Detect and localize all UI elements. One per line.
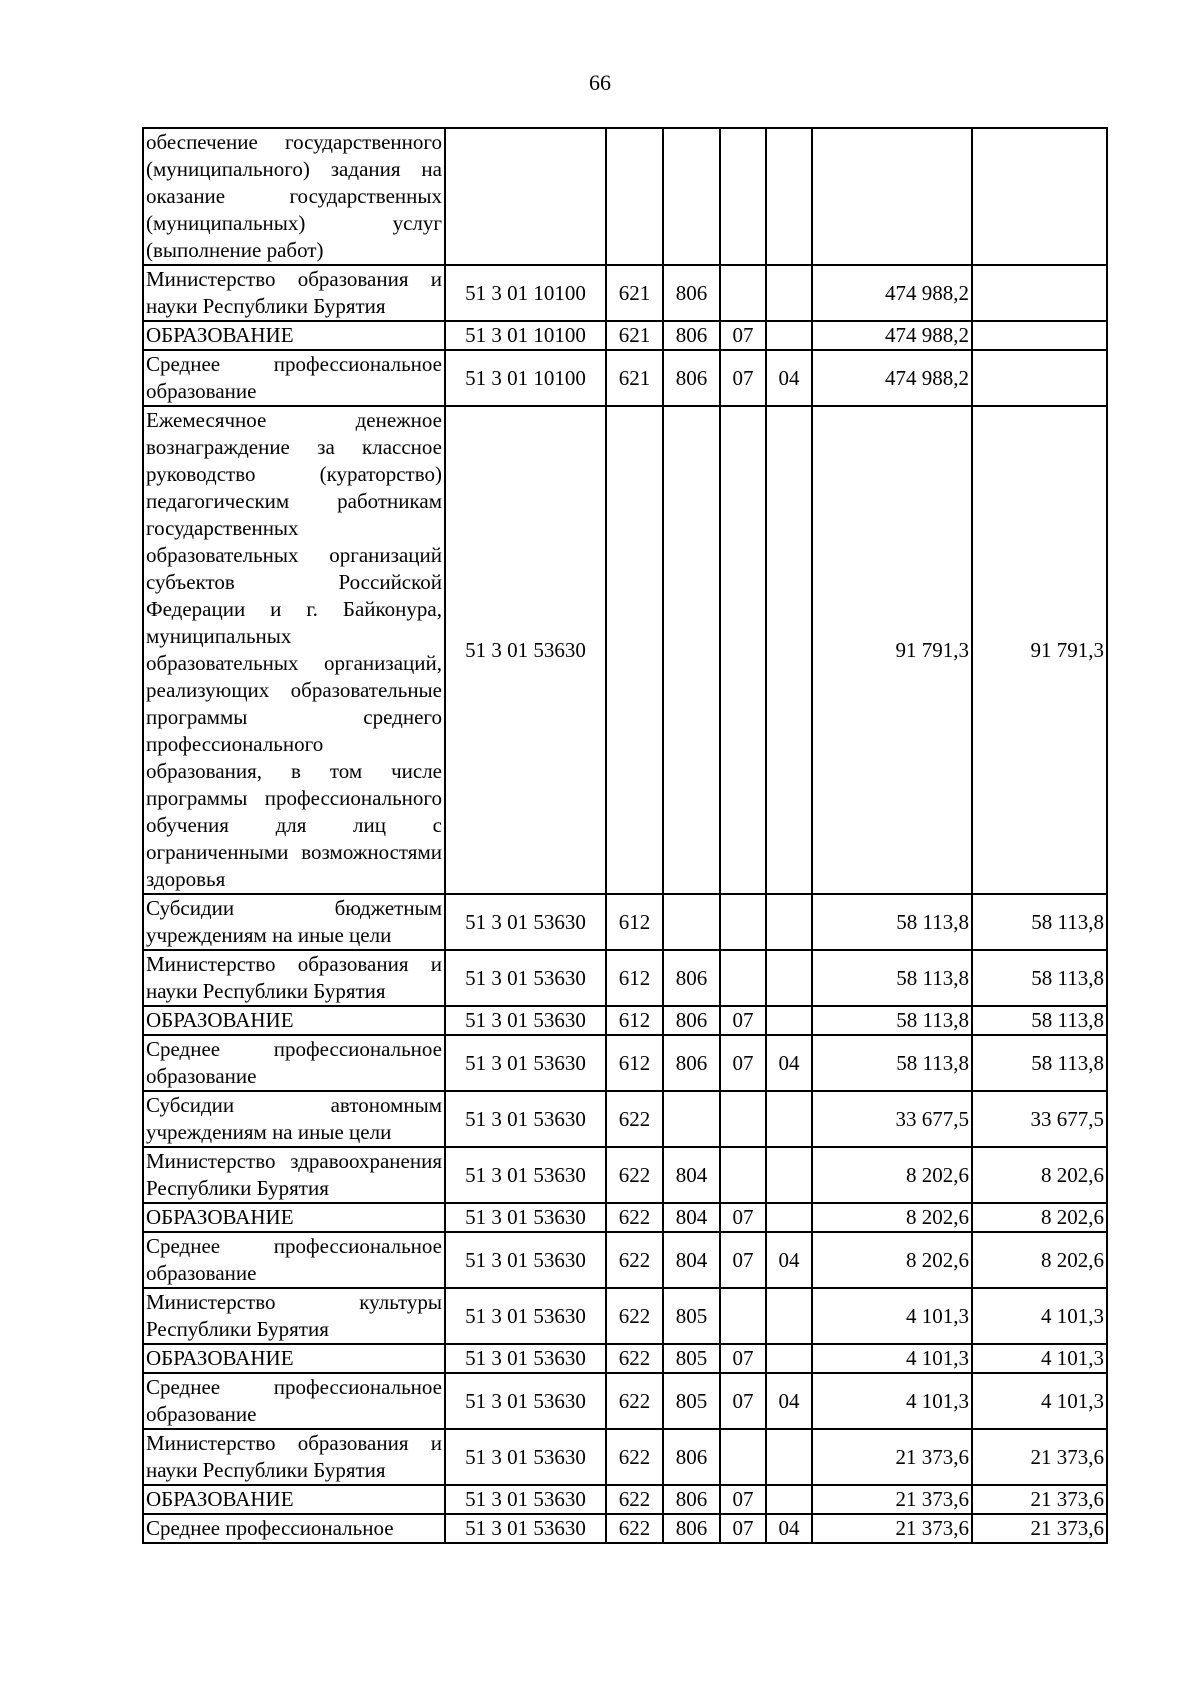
table-row	[143, 1203, 1107, 1232]
row-amount-total: 21 373,6	[812, 1429, 972, 1485]
row-subsection	[766, 128, 812, 265]
row-amount-total: 8 202,6	[812, 1147, 972, 1203]
row-expense-type: 612	[606, 950, 663, 1006]
row-amount-total: 4 101,3	[812, 1344, 972, 1373]
row-administrator: 805	[663, 1288, 720, 1344]
row-section	[720, 1288, 766, 1344]
row-name: ОБРАЗОВАНИЕ	[143, 321, 445, 350]
row-name: Среднее профессиональное образование	[143, 1232, 445, 1288]
row-target-code: 51 3 01 53630	[445, 1514, 606, 1543]
row-amount-federal: 21 373,6	[972, 1514, 1107, 1543]
row-subsection	[766, 950, 812, 1006]
table-row	[143, 350, 1107, 406]
row-subsection	[766, 1147, 812, 1203]
row-administrator: 806	[663, 1035, 720, 1091]
row-expense-type: 622	[606, 1091, 663, 1147]
row-section	[720, 1147, 766, 1203]
row-section	[720, 950, 766, 1006]
row-amount-federal: 8 202,6	[972, 1203, 1107, 1232]
row-subsection: 04	[766, 350, 812, 406]
row-amount-total: 33 677,5	[812, 1091, 972, 1147]
row-section	[720, 1429, 766, 1485]
row-amount-total: 21 373,6	[812, 1514, 972, 1543]
row-amount-federal: 33 677,5	[972, 1091, 1107, 1147]
row-expense-type: 612	[606, 894, 663, 950]
row-section	[720, 894, 766, 950]
table-row	[143, 950, 1107, 1006]
row-expense-type	[606, 128, 663, 265]
page-number: 66	[589, 70, 611, 95]
table-row	[143, 1147, 1107, 1203]
row-expense-type: 622	[606, 1373, 663, 1429]
row-name: ОБРАЗОВАНИЕ	[143, 1006, 445, 1035]
table-row	[143, 1035, 1107, 1091]
table-row	[143, 128, 1107, 265]
row-amount-federal: 21 373,6	[972, 1429, 1107, 1485]
row-amount-federal	[972, 321, 1107, 350]
row-section: 07	[720, 1006, 766, 1035]
row-name: ОБРАЗОВАНИЕ	[143, 1203, 445, 1232]
row-subsection	[766, 1344, 812, 1373]
row-amount-federal: 58 113,8	[972, 1035, 1107, 1091]
row-name: Министерство культуры Республики Бурятия	[143, 1288, 445, 1344]
row-amount-federal: 8 202,6	[972, 1147, 1107, 1203]
table-row	[143, 321, 1107, 350]
row-amount-total	[812, 128, 972, 265]
row-amount-federal: 8 202,6	[972, 1232, 1107, 1288]
row-administrator: 805	[663, 1373, 720, 1429]
row-name: Министерство здравоохранения Республики Бурятия	[143, 1147, 445, 1203]
row-target-code: 51 3 01 53630	[445, 894, 606, 950]
row-amount-federal	[972, 128, 1107, 265]
row-section: 07	[720, 1514, 766, 1543]
row-expense-type: 622	[606, 1203, 663, 1232]
table-row	[143, 1429, 1107, 1485]
row-section: 07	[720, 1344, 766, 1373]
row-amount-federal	[972, 350, 1107, 406]
row-amount-federal: 4 101,3	[972, 1373, 1107, 1429]
row-section: 07	[720, 1485, 766, 1514]
row-name: Среднее профессиональное образование	[143, 350, 445, 406]
table-row	[143, 1232, 1107, 1288]
table-row	[143, 265, 1107, 321]
row-amount-federal: 21 373,6	[972, 1485, 1107, 1514]
row-subsection	[766, 1091, 812, 1147]
row-administrator: 806	[663, 950, 720, 1006]
row-administrator: 806	[663, 350, 720, 406]
table-row	[143, 1514, 1107, 1543]
budget-table-body	[143, 128, 1107, 1543]
table-row	[143, 1485, 1107, 1514]
row-subsection	[766, 321, 812, 350]
table-row	[143, 1288, 1107, 1344]
row-expense-type: 621	[606, 350, 663, 406]
row-name: Министерство образования и науки Республики Бурятия	[143, 950, 445, 1006]
row-expense-type: 622	[606, 1429, 663, 1485]
row-amount-total: 21 373,6	[812, 1485, 972, 1514]
row-expense-type: 622	[606, 1514, 663, 1543]
row-target-code: 51 3 01 53630	[445, 1429, 606, 1485]
row-subsection	[766, 1203, 812, 1232]
row-subsection: 04	[766, 1232, 812, 1288]
row-subsection	[766, 406, 812, 894]
row-expense-type: 622	[606, 1485, 663, 1514]
row-administrator: 804	[663, 1203, 720, 1232]
row-name: ОБРАЗОВАНИЕ	[143, 1344, 445, 1373]
row-amount-federal: 58 113,8	[972, 950, 1107, 1006]
budget-table	[142, 127, 1108, 1544]
row-subsection	[766, 1288, 812, 1344]
row-target-code: 51 3 01 53630	[445, 1288, 606, 1344]
row-section: 07	[720, 1373, 766, 1429]
row-target-code: 51 3 01 53630	[445, 1147, 606, 1203]
table-row	[143, 894, 1107, 950]
row-administrator: 806	[663, 1485, 720, 1514]
row-section: 07	[720, 1035, 766, 1091]
row-target-code: 51 3 01 53630	[445, 1373, 606, 1429]
row-amount-federal: 4 101,3	[972, 1344, 1107, 1373]
row-target-code: 51 3 01 10100	[445, 321, 606, 350]
row-amount-total: 4 101,3	[812, 1288, 972, 1344]
row-target-code	[445, 128, 606, 265]
row-name: обеспечение государственного (муниципального) задания на оказание государственных (муниципальных) услуг (выполнение работ)	[143, 128, 445, 265]
row-name: ОБРАЗОВАНИЕ	[143, 1485, 445, 1514]
row-name: Субсидии автономным учреждениям на иные цели	[143, 1091, 445, 1147]
row-administrator: 806	[663, 1429, 720, 1485]
row-name: Среднее профессиональное	[143, 1514, 445, 1543]
row-amount-total: 474 988,2	[812, 350, 972, 406]
row-expense-type: 622	[606, 1344, 663, 1373]
row-administrator: 805	[663, 1344, 720, 1373]
row-expense-type: 612	[606, 1035, 663, 1091]
row-target-code: 51 3 01 53630	[445, 1344, 606, 1373]
row-amount-total: 91 791,3	[812, 406, 972, 894]
row-expense-type: 612	[606, 1006, 663, 1035]
row-amount-federal: 4 101,3	[972, 1288, 1107, 1344]
row-target-code: 51 3 01 53630	[445, 1485, 606, 1514]
table-row	[143, 1344, 1107, 1373]
table-row	[143, 1091, 1107, 1147]
row-amount-total: 474 988,2	[812, 265, 972, 321]
row-subsection	[766, 1429, 812, 1485]
row-administrator: 806	[663, 321, 720, 350]
table-row	[143, 1006, 1107, 1035]
row-target-code: 51 3 01 53630	[445, 1091, 606, 1147]
row-administrator	[663, 406, 720, 894]
row-expense-type: 621	[606, 321, 663, 350]
row-section	[720, 1091, 766, 1147]
row-name: Министерство образования и науки Республики Бурятия	[143, 1429, 445, 1485]
row-expense-type: 622	[606, 1147, 663, 1203]
row-amount-total: 58 113,8	[812, 894, 972, 950]
row-section	[720, 265, 766, 321]
row-name: Ежемесячное денежное вознаграждение за классное руководство (кураторство) педагогическим работникам государственных образовательных организаций субъектов Российской Федерации и г. Байконура, муниципальных образовательных организаций, реализующих образовательные программы среднего профессионального образования, в том числе программы профессионального обучения для лиц с ограниченными возможностями здоровья	[143, 406, 445, 894]
row-section	[720, 128, 766, 265]
row-administrator: 806	[663, 1006, 720, 1035]
row-target-code: 51 3 01 53630	[445, 406, 606, 894]
row-administrator	[663, 128, 720, 265]
row-expense-type: 621	[606, 265, 663, 321]
row-name: Министерство образования и науки Республики Бурятия	[143, 265, 445, 321]
row-amount-federal: 58 113,8	[972, 894, 1107, 950]
row-name: Субсидии бюджетным учреждениям на иные цели	[143, 894, 445, 950]
row-target-code: 51 3 01 53630	[445, 1232, 606, 1288]
row-amount-federal: 58 113,8	[972, 1006, 1107, 1035]
row-name: Среднее профессиональное образование	[143, 1035, 445, 1091]
row-target-code: 51 3 01 10100	[445, 350, 606, 406]
row-target-code: 51 3 01 53630	[445, 1006, 606, 1035]
row-section: 07	[720, 1232, 766, 1288]
row-subsection	[766, 265, 812, 321]
row-subsection	[766, 1485, 812, 1514]
row-administrator: 806	[663, 1514, 720, 1543]
row-section: 07	[720, 350, 766, 406]
row-section: 07	[720, 321, 766, 350]
row-subsection: 04	[766, 1035, 812, 1091]
table-row	[143, 406, 1107, 894]
row-amount-total: 8 202,6	[812, 1232, 972, 1288]
row-section	[720, 406, 766, 894]
row-expense-type	[606, 406, 663, 894]
row-amount-total: 474 988,2	[812, 321, 972, 350]
row-name: Среднее профессиональное образование	[143, 1373, 445, 1429]
row-subsection	[766, 1006, 812, 1035]
row-subsection: 04	[766, 1373, 812, 1429]
row-subsection	[766, 894, 812, 950]
table-row	[143, 1373, 1107, 1429]
row-target-code: 51 3 01 53630	[445, 1035, 606, 1091]
row-amount-total: 58 113,8	[812, 1006, 972, 1035]
row-target-code: 51 3 01 53630	[445, 950, 606, 1006]
row-administrator: 804	[663, 1232, 720, 1288]
row-target-code: 51 3 01 10100	[445, 265, 606, 321]
row-amount-total: 4 101,3	[812, 1373, 972, 1429]
row-administrator: 806	[663, 265, 720, 321]
row-amount-total: 8 202,6	[812, 1203, 972, 1232]
row-amount-federal	[972, 265, 1107, 321]
row-expense-type: 622	[606, 1232, 663, 1288]
row-amount-total: 58 113,8	[812, 950, 972, 1006]
row-administrator	[663, 1091, 720, 1147]
row-subsection: 04	[766, 1514, 812, 1543]
row-target-code: 51 3 01 53630	[445, 1203, 606, 1232]
row-expense-type: 622	[606, 1288, 663, 1344]
row-amount-federal: 91 791,3	[972, 406, 1107, 894]
row-administrator: 804	[663, 1147, 720, 1203]
row-amount-total: 58 113,8	[812, 1035, 972, 1091]
row-section: 07	[720, 1203, 766, 1232]
row-administrator	[663, 894, 720, 950]
